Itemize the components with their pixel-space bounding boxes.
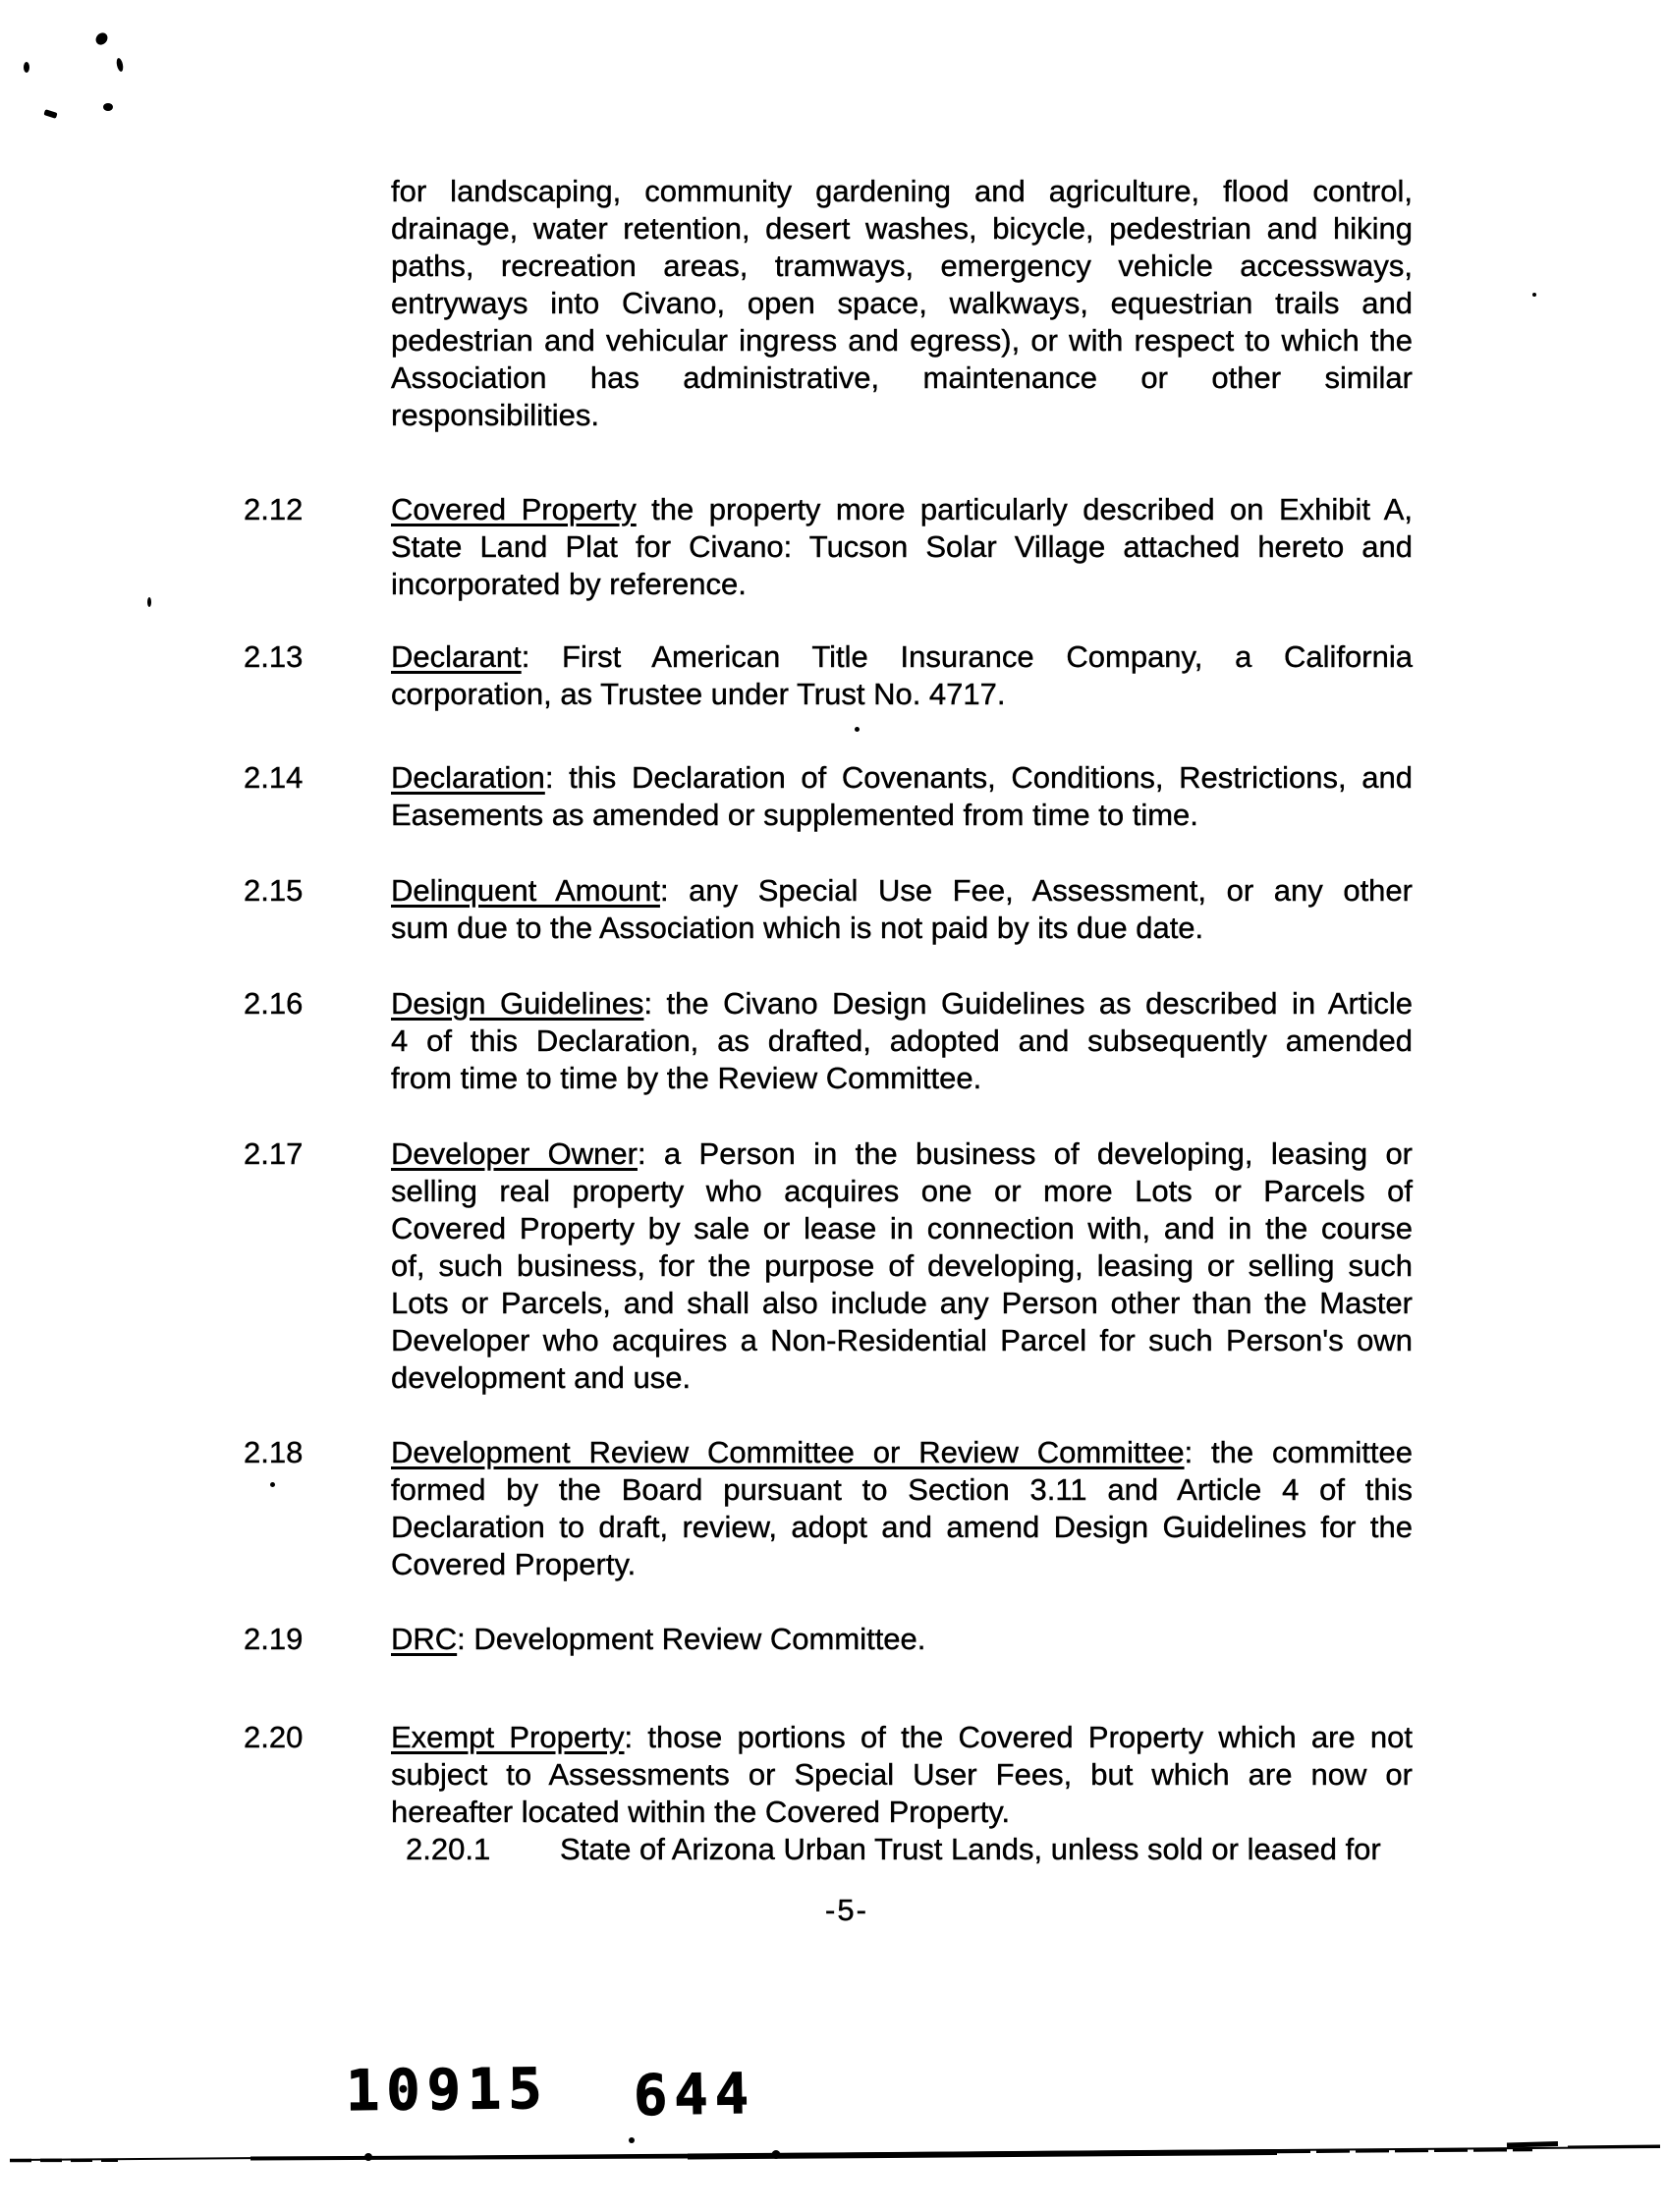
section-number: 2.16 [244, 986, 304, 1021]
section-line [391, 872, 1413, 910]
section-line: from time to time by the Review Committee. [391, 1061, 982, 1095]
section-number: 2.18 [244, 1435, 304, 1469]
section-number: 2.14 [244, 760, 304, 795]
paragraph-line: pedestrian and vehicular ingress and egress), or with respect to which the [391, 323, 1413, 358]
section-number: 2.17 [244, 1136, 304, 1171]
section-number: 2.15 [244, 873, 304, 908]
section-line: corporation, as Trustee under Trust No. 4717. [391, 677, 1006, 711]
section-line: sum due to the Association which is not paid by its due date. [391, 911, 1204, 945]
defined-term: Declarant [391, 639, 522, 674]
definition-text: : any Special Use Fee, Assessment, or any other [659, 873, 1413, 908]
paragraph-line: entryways into Civano, open space, walkways, equestrian trails and [391, 286, 1413, 320]
ink-speck [116, 58, 125, 73]
defined-term: Covered Property [391, 492, 637, 526]
section-line [391, 638, 1413, 676]
subsection-number: 2.20.1 [406, 1832, 491, 1866]
section-line: Easements as amended or supplemented from time to time. [391, 798, 1198, 832]
section-line [391, 1621, 1413, 1658]
definition-text: : Development Review Committee. [457, 1622, 926, 1656]
section-line: Covered Property by sale or lease in connection with, and in the course [391, 1211, 1413, 1245]
paragraph-line: responsibilities. [391, 398, 599, 432]
section-line: Developer who acquires a Non-Residential Parcel for such Person's own [391, 1323, 1413, 1357]
definition-text: : the committee [1184, 1435, 1413, 1469]
section-line [391, 491, 1413, 528]
section-line: State Land Plat for Civano: Tucson Solar Village attached hereto and [391, 529, 1413, 564]
section-line: Lots or Parcels, and shall also include any Person other than the Master [391, 1286, 1413, 1320]
definition-text: : this Declaration of Covenants, Conditions, Restrictions, and [544, 760, 1413, 795]
ink-speck [1532, 293, 1536, 297]
section-line [391, 1135, 1413, 1173]
paragraph-line: paths, recreation areas, tramways, emergency vehicle accessways, [391, 249, 1413, 283]
definition-text: : those portions of the Covered Property which are not [624, 1720, 1413, 1754]
section-number: 2.13 [244, 639, 304, 674]
ink-speck [103, 103, 113, 111]
section-line: Declaration to draft, review, adopt and amend Design Guidelines for the [391, 1510, 1413, 1544]
section-line: subject to Assessments or Special User Fees, but which are now or [391, 1757, 1413, 1792]
section-line: hereafter located within the Covered Property. [391, 1795, 1011, 1829]
paragraph-line: for landscaping, community gardening and agriculture, flood control, [391, 174, 1413, 208]
section-line [391, 1719, 1413, 1756]
definition-text: the property more particularly described on Exhibit A, [636, 492, 1413, 526]
section-line: development and use. [391, 1360, 692, 1395]
paragraph-line: Association has administrative, maintenance or other similar [391, 360, 1413, 395]
recorder-stamp [345, 2056, 756, 2129]
defined-term: Developer Owner [391, 1136, 638, 1171]
defined-term: Delinquent Amount [391, 873, 660, 908]
ink-speck [270, 1482, 275, 1487]
section-number: 2.19 [244, 1622, 304, 1656]
section-line [391, 759, 1413, 797]
definition-text: : a Person in the business of developing, leasing or [637, 1136, 1414, 1171]
ink-speck [93, 30, 110, 47]
section-line: selling real property who acquires one or more Lots or Parcels of [391, 1174, 1413, 1208]
section-number: 2.12 [244, 492, 304, 526]
stamp-page-number: 644 [633, 2061, 756, 2129]
ink-speck [24, 62, 29, 73]
section-line [391, 1434, 1413, 1471]
definition-text: : the Civano Design Guidelines as described in Article [643, 986, 1413, 1021]
section-line: formed by the Board pursuant to Section 3.11 and Article 4 of this [391, 1472, 1413, 1507]
page-number: -5- [825, 1893, 868, 1927]
paragraph-line: drainage, water retention, desert washes, bicycle, pedestrian and hiking [391, 211, 1413, 246]
defined-term: Declaration [391, 760, 545, 795]
ink-speck [147, 597, 151, 607]
section-number: 2.20 [244, 1720, 304, 1754]
section-line: of, such business, for the purpose of developing, leasing or selling such [391, 1248, 1413, 1283]
section-line [391, 985, 1413, 1023]
ink-speck [855, 727, 860, 732]
defined-term: Design Guidelines [391, 986, 644, 1021]
definition-text: : First American Title Insurance Company, a California [521, 639, 1413, 674]
defined-term: Development Review Committee or Review Committee [391, 1435, 1185, 1469]
stamp-book-number: 10915 [345, 2056, 549, 2125]
defined-term: DRC [391, 1622, 458, 1656]
section-line: Covered Property. [391, 1547, 637, 1581]
section-line: incorporated by reference. [391, 567, 747, 601]
subsection-line: State of Arizona Urban Trust Lands, unless sold or leased for [560, 1832, 1381, 1866]
ink-speck [43, 109, 57, 119]
bottom-rule-line [0, 2133, 1666, 2173]
defined-term: Exempt Property [391, 1720, 625, 1754]
section-line: 4 of this Declaration, as drafted, adopted and subsequently amended [391, 1023, 1413, 1058]
